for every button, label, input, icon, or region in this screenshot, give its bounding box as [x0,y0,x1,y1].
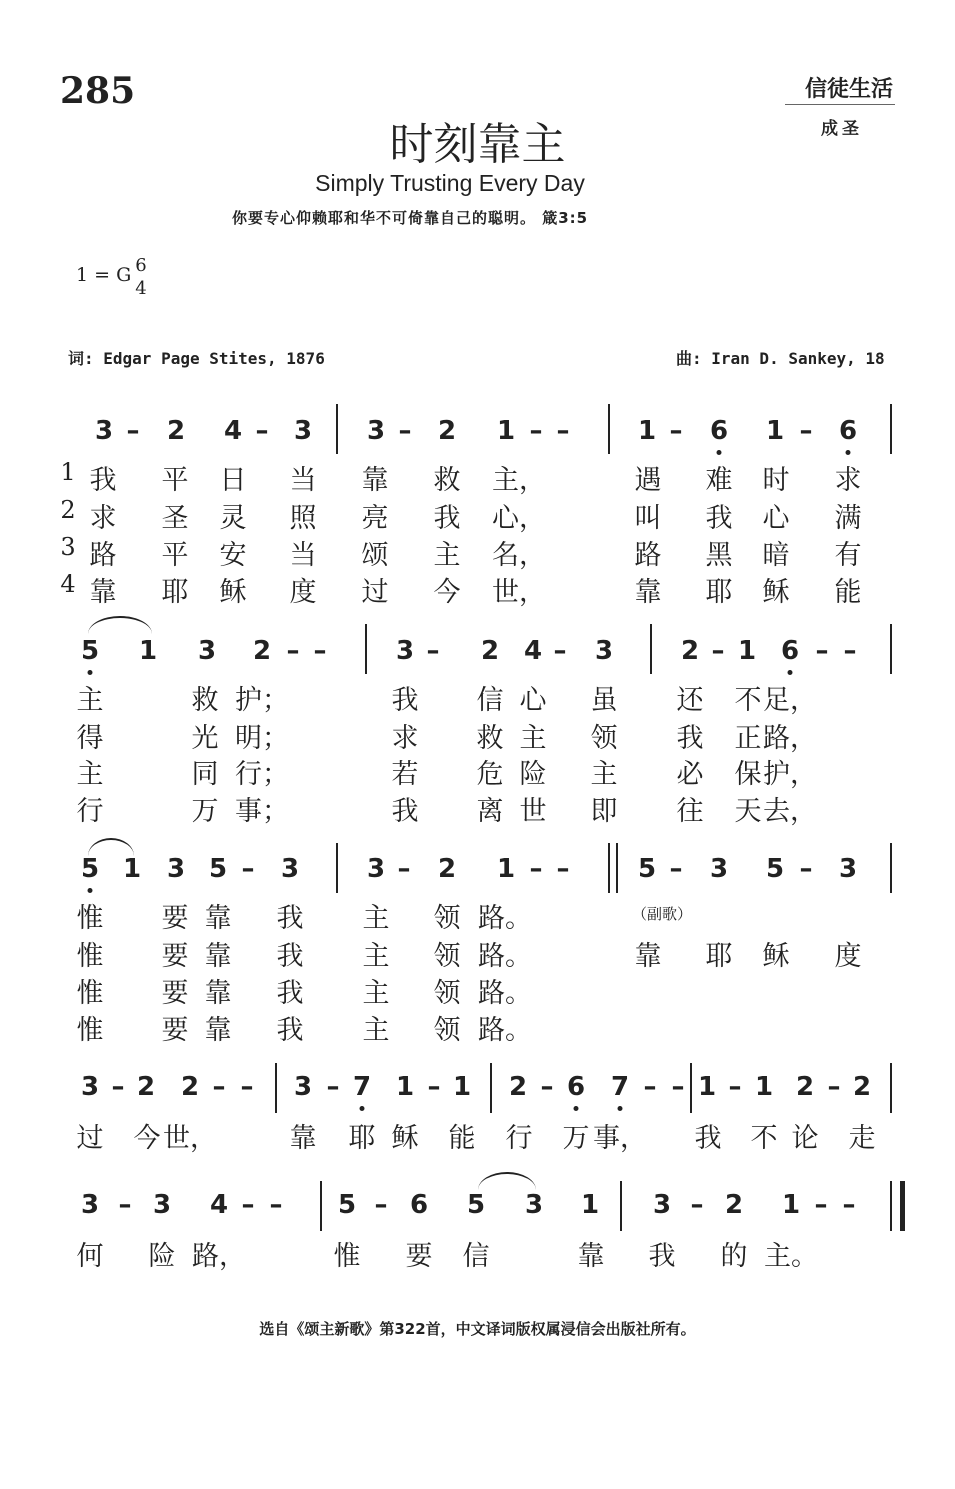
lyric-char: 护， [763,759,817,790]
lyric-char: 惟 [76,903,104,934]
note: 3 [94,416,114,446]
note: 2 [480,636,500,666]
lyric-char: 惟 [333,1241,361,1272]
duration-dash: – [111,1072,125,1102]
lyric-char: 险 [148,1241,176,1272]
duration-dash: – [815,636,829,666]
lyric-char: 领 [433,978,461,1009]
note: 3 [838,854,858,884]
note: 5 [80,854,100,884]
note: 5 [208,854,228,884]
lyric-char: 领 [433,903,461,934]
duration-dash: – [669,416,683,446]
bar-line [365,624,367,674]
duration-dash: – [529,854,543,884]
lyric-char: 我 [276,941,304,972]
verse-number: 3 [60,533,76,561]
lyric-char: 过 [361,577,389,608]
chorus-label: （副歌） [632,905,693,923]
bar-line [890,624,892,674]
octave-dot [788,670,793,675]
lyric-char: 主 [519,723,547,754]
lyric-char: 往 [676,796,704,827]
lyric-char: 心 [519,685,547,716]
copyright-footer: 选自《颂主新歌》第322首，中文译词版权属浸信会出版社所有。 [259,1320,696,1338]
tie-slur [88,616,152,634]
lyric-char: 名， [492,540,546,571]
lyric-char: 我 [676,723,704,754]
lyric-char: 护； [235,685,289,716]
lyric-char: 能 [834,577,862,608]
octave-dot [717,450,722,455]
subcategory-label: 成圣 [821,119,863,139]
lyric-char: 信 [462,1241,490,1272]
category-label: 信徒生活 [804,76,893,102]
key-signature: 1 = G [76,264,132,286]
lyric-char: 靠 [634,941,662,972]
lyric-char: 主 [362,978,390,1009]
scripture-reference: 你要专心仰赖耶和华不可倚靠自己的聪明。 箴3:5 [232,209,589,227]
lyric-char: 耶 [348,1123,376,1154]
note: 6 [409,1190,429,1220]
lyric-char: 稣 [219,577,247,608]
lyric-char: 我 [705,503,733,534]
lyric-char: 救 [476,723,504,754]
note: 2 [795,1072,815,1102]
lyric-char: 万 [562,1123,590,1154]
lyric-char: 的 [720,1241,748,1272]
duration-dash: – [556,416,570,446]
note: 2 [437,854,457,884]
lyric-char: 惟 [76,1015,104,1046]
lyric-char: 叫 [634,503,662,534]
lyric-char: 世， [163,1123,217,1154]
verse-number: 2 [60,496,76,524]
note: 3 [366,416,386,446]
lyric-char: 有 [834,540,862,571]
note: 3 [293,1072,313,1102]
note: 3 [709,854,729,884]
note: 4 [209,1190,229,1220]
note: 1 [754,1072,774,1102]
duration-dash: – [286,636,300,666]
lyric-char: 主 [76,685,104,716]
note: 2 [166,416,186,446]
lyric-char: 世， [492,577,546,608]
duration-dash: – [241,854,255,884]
lyric-char: 要 [405,1241,433,1272]
lyric-char: 安 [219,540,247,571]
lyric-char: 时 [762,465,790,496]
lyric-char: 遇 [634,465,662,496]
lyric-char: 行； [235,759,289,790]
lyric-char: 靠 [204,941,232,972]
lyric-char: 靠 [204,978,232,1009]
note: 1 [496,854,516,884]
lyric-char: 路。 [478,978,532,1009]
bar-line [608,404,610,454]
duration-dash: – [398,416,412,446]
lyric-char: 要 [161,978,189,1009]
lyric-char: 足， [763,685,817,716]
bar-line [890,1063,892,1113]
note: 3 [524,1190,544,1220]
bar-line [336,843,338,893]
lyric-char: 耶 [705,941,733,972]
lyric-char: 亮 [361,503,389,534]
lyric-char: 不 [750,1123,778,1154]
bar-line [690,1063,692,1113]
octave-dot [88,670,93,675]
duration-dash: – [241,1190,255,1220]
lyric-char: 论 [791,1123,819,1154]
lyricist-credit: 词: Edgar Page Stites, 1876 [68,349,325,368]
note: 2 [680,636,700,666]
duration-dash: – [426,636,440,666]
lyric-char: 稣 [762,941,790,972]
verse-number: 4 [60,570,76,598]
note: 6 [838,416,858,446]
note: 2 [252,636,272,666]
time-signature-bottom: 4 [135,278,147,299]
lyric-char: 我 [276,903,304,934]
lyric-char: 靠 [204,903,232,934]
lyric-char: 要 [161,941,189,972]
lyric-char: 靠 [89,577,117,608]
duration-dash: – [240,1072,254,1102]
lyric-char: 救 [191,685,219,716]
note: 2 [852,1072,872,1102]
duration-dash: – [540,1072,554,1102]
final-bar-line [890,1181,905,1231]
note: 3 [594,636,614,666]
note: 4 [223,416,243,446]
note: 3 [80,1072,100,1102]
lyric-char: 度 [289,577,317,608]
duration-dash: – [212,1072,226,1102]
bar-line [336,404,338,454]
lyric-char: 主 [362,1015,390,1046]
lyric-char: 得 [76,723,104,754]
lyric-char: 靠 [577,1241,605,1272]
double-bar-line [608,843,618,893]
duration-dash: – [814,1190,828,1220]
lyric-char: 惟 [76,978,104,1009]
category-divider [785,104,895,105]
lyric-char: 满 [834,503,862,534]
lyric-char: 黑 [705,540,733,571]
lyric-char: 暗 [762,540,790,571]
tie-slur [88,838,134,856]
lyric-char: 主 [433,540,461,571]
bar-line [890,404,892,454]
lyric-char: 我 [276,978,304,1009]
lyric-char: 路。 [478,903,532,934]
time-signature [133,256,149,299]
lyric-char: 当 [289,540,317,571]
note: 4 [523,636,543,666]
lyric-char: 日 [219,465,247,496]
lyric-char: 路 [634,540,662,571]
lyric-char: 明； [235,723,289,754]
bar-line [620,1181,622,1231]
duration-dash: – [556,854,570,884]
note: 3 [280,854,300,884]
duration-dash: – [118,1190,132,1220]
lyric-char: 主 [362,903,390,934]
duration-dash: – [799,416,813,446]
lyric-char: 路， [763,723,817,754]
octave-dot [846,450,851,455]
note: 1 [697,1072,717,1102]
note: 7 [352,1072,372,1102]
lyric-char: 离 [476,796,504,827]
lyric-char: 天 [734,796,762,827]
note: 5 [80,636,100,666]
octave-dot [360,1106,365,1111]
duration-dash: – [255,416,269,446]
note: 6 [780,636,800,666]
verse-number: 1 [60,458,76,486]
lyric-char: 今 [133,1123,161,1154]
duration-dash: – [126,416,140,446]
lyric-char: 我 [648,1241,676,1272]
lyric-char: 稣 [391,1123,419,1154]
hymn-title: 时刻靠主 [389,119,566,170]
time-signature-top: 6 [135,255,147,276]
duration-dash: – [669,854,683,884]
lyric-char: 心 [762,503,790,534]
lyric-char: 靠 [204,1015,232,1046]
note: 3 [293,416,313,446]
lyric-char: 即 [590,796,618,827]
note: 3 [152,1190,172,1220]
note: 6 [566,1072,586,1102]
lyric-char: 圣 [161,503,189,534]
lyric-char: 走 [848,1123,876,1154]
lyric-char: 主 [76,759,104,790]
note: 1 [138,636,158,666]
note: 2 [437,416,457,446]
lyric-char: 事； [235,796,289,827]
lyric-char: 领 [590,723,618,754]
lyric-char: 危 [476,759,504,790]
note: 1 [765,416,785,446]
duration-dash: – [643,1072,657,1102]
lyric-char: 靠 [289,1123,317,1154]
lyric-char: 何 [76,1241,104,1272]
lyric-char: 必 [676,759,704,790]
note: 3 [395,636,415,666]
lyric-char: 去， [763,796,817,827]
lyric-char: 颂 [361,540,389,571]
lyric-char: 能 [448,1123,476,1154]
note: 1 [781,1190,801,1220]
lyric-char: 今 [433,577,461,608]
lyric-char: 救 [433,465,461,496]
note: 7 [610,1072,630,1102]
bar-line [490,1063,492,1113]
duration-dash: – [529,416,543,446]
lyric-char: 主。 [764,1241,818,1272]
note: 3 [652,1190,672,1220]
lyric-char: 要 [161,903,189,934]
lyric-char: 我 [276,1015,304,1046]
lyric-char: 不 [734,685,762,716]
lyric-char: 同 [191,759,219,790]
bar-line [275,1063,277,1113]
tie-slur [478,1172,536,1190]
note: 5 [765,854,785,884]
note: 1 [395,1072,415,1102]
lyric-char: 路， [192,1241,246,1272]
composer-credit: 曲: Iran D. Sankey, 18 [676,349,885,368]
lyric-char: 我 [391,796,419,827]
lyric-char: 世 [519,796,547,827]
lyric-char: 路。 [478,941,532,972]
note: 1 [122,854,142,884]
duration-dash: – [326,1072,340,1102]
duration-dash: – [799,854,813,884]
lyric-char: 要 [161,1015,189,1046]
lyric-char: 我 [433,503,461,534]
note: 5 [466,1190,486,1220]
duration-dash: – [313,636,327,666]
hymn-number: 285 [60,70,136,112]
note: 1 [637,416,657,446]
duration-dash: – [269,1190,283,1220]
lyric-char: 我 [391,685,419,716]
duration-dash: – [553,636,567,666]
lyric-char: 若 [391,759,419,790]
duration-dash: – [671,1072,685,1102]
duration-dash: – [843,636,857,666]
lyric-char: 度 [834,941,862,972]
lyric-char: 虽 [590,685,618,716]
note: 5 [337,1190,357,1220]
lyric-char: 求 [834,465,862,496]
note: 3 [80,1190,100,1220]
lyric-char: 过 [76,1123,104,1154]
lyric-char: 信 [476,685,504,716]
english-title: Simply Trusting Every Day [315,170,585,196]
duration-dash: – [827,1072,841,1102]
lyric-char: 行 [76,796,104,827]
lyric-char: 我 [89,465,117,496]
octave-dot [88,888,93,893]
note: 2 [724,1190,744,1220]
note: 5 [637,854,657,884]
lyric-char: 惟 [76,941,104,972]
lyric-char: 求 [89,503,117,534]
note: 1 [737,636,757,666]
lyric-char: 主， [492,465,546,496]
lyric-char: 正 [734,723,762,754]
lyric-char: 事， [593,1123,647,1154]
bar-line [650,624,652,674]
bar-line [890,843,892,893]
lyric-char: 心， [492,503,546,534]
lyric-char: 平 [161,465,189,496]
lyric-char: 我 [694,1123,722,1154]
lyric-char: 还 [676,685,704,716]
lyric-char: 路 [89,540,117,571]
note: 3 [166,854,186,884]
lyric-char: 靠 [634,577,662,608]
lyric-char: 平 [161,540,189,571]
duration-dash: – [427,1072,441,1102]
lyric-char: 险 [519,759,547,790]
lyric-char: 领 [433,1015,461,1046]
duration-dash: – [728,1072,742,1102]
note: 2 [136,1072,156,1102]
lyric-char: 靠 [361,465,389,496]
lyric-char: 领 [433,941,461,972]
note: 2 [508,1072,528,1102]
lyric-char: 主 [362,941,390,972]
bar-line [320,1181,322,1231]
duration-dash: – [374,1190,388,1220]
note: 1 [452,1072,472,1102]
lyric-char: 照 [289,503,317,534]
lyric-char: 路。 [478,1015,532,1046]
note: 6 [709,416,729,446]
duration-dash: – [397,854,411,884]
lyric-char: 耶 [161,577,189,608]
duration-dash: – [690,1190,704,1220]
lyric-char: 主 [590,759,618,790]
lyric-char: 光 [191,723,219,754]
lyric-char: 万 [191,796,219,827]
note: 2 [180,1072,200,1102]
octave-dot [574,1106,579,1111]
lyric-char: 保 [734,759,762,790]
duration-dash: – [842,1190,856,1220]
note: 3 [366,854,386,884]
lyric-char: 耶 [705,577,733,608]
duration-dash: – [711,636,725,666]
note: 1 [496,416,516,446]
note: 1 [580,1190,600,1220]
lyric-char: 灵 [219,503,247,534]
lyric-char: 当 [289,465,317,496]
lyric-char: 求 [391,723,419,754]
lyric-char: 难 [705,465,733,496]
note: 3 [197,636,217,666]
octave-dot [618,1106,623,1111]
lyric-char: 稣 [762,577,790,608]
lyric-char: 行 [505,1123,533,1154]
